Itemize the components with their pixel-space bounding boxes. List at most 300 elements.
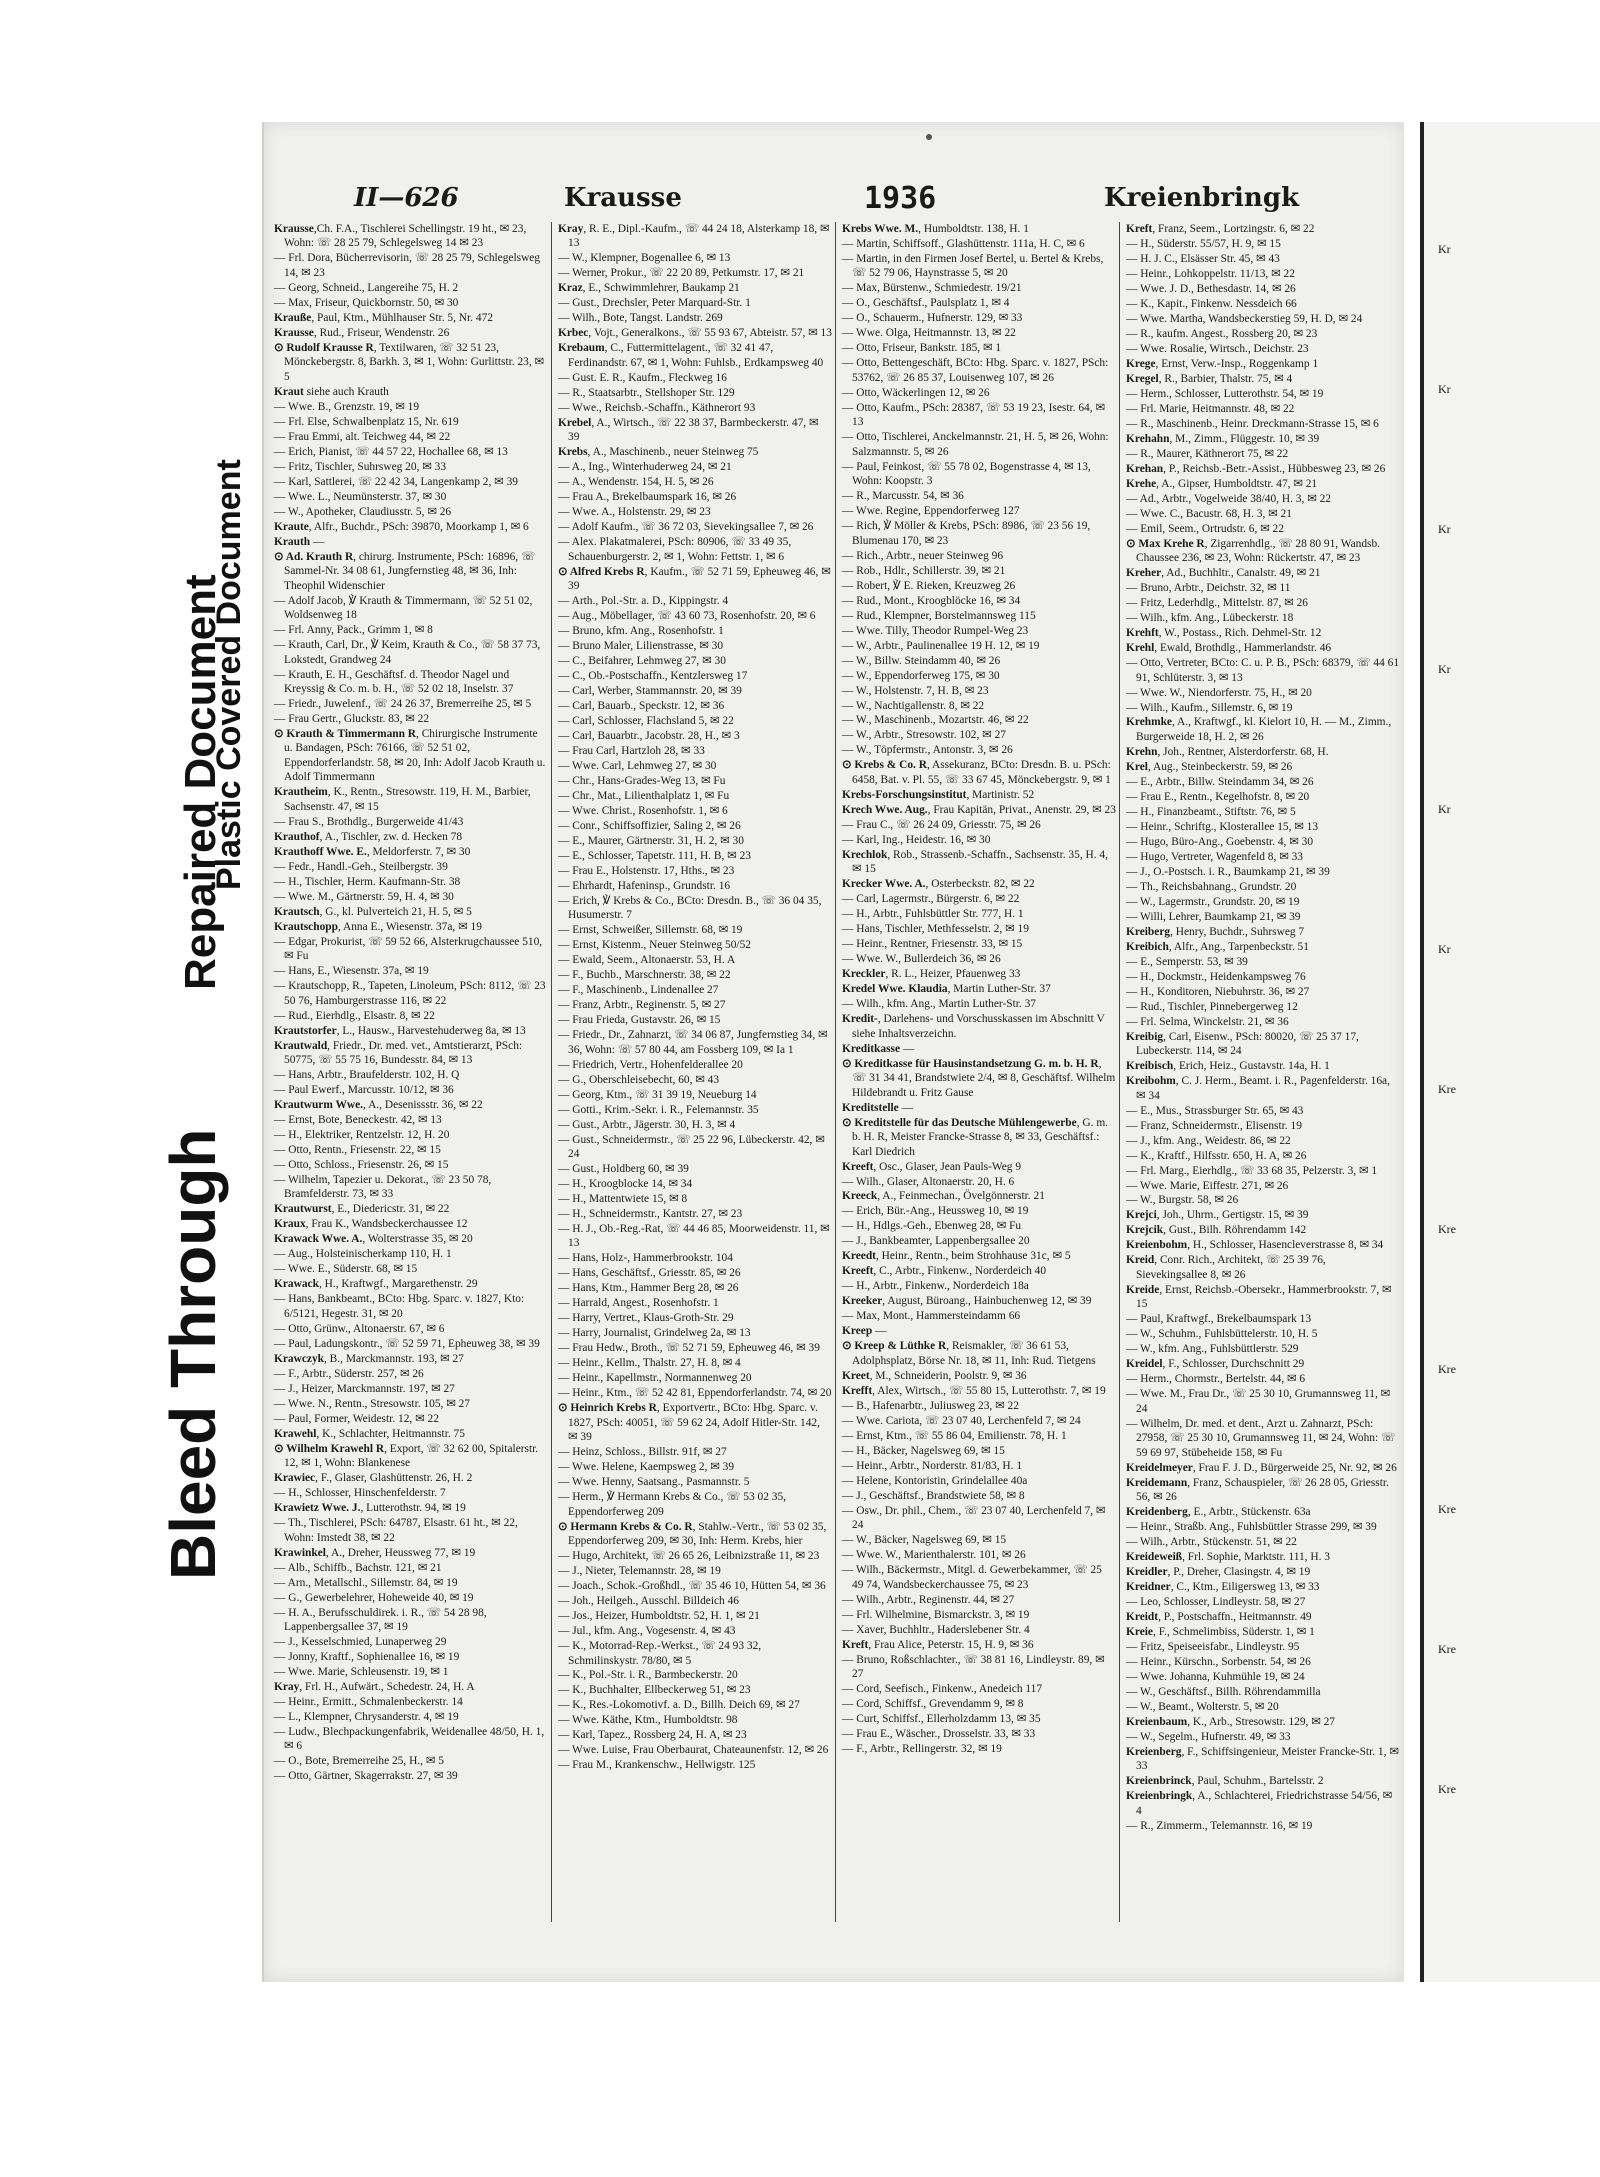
directory-entry: — Chr., Hans-Grades-Weg 13, ✉ Fu bbox=[558, 774, 726, 787]
directory-entry: — Otto, Vertreter, BCto: C. u. P. B., PSch: 68379, ☏ 44 61 91, Schlüterstr. 3, ✉ 13 bbox=[1126, 657, 1400, 684]
directory-entry: — Fritz, Lederhdlg., Mittelstr. 87, ✉ 26 bbox=[1126, 597, 1308, 610]
directory-entry: — Frl. Marg., Eierhdlg., ☏ 33 68 35, Pelzerstr. 3, ✉ 1 bbox=[1126, 1164, 1378, 1177]
directory-entry: Kreidenberg, E., Arbtr., Stückenstr. 63a bbox=[1126, 1506, 1311, 1519]
directory-entry: — Harry, Vertret., Klaus-Groth-Str. 29 bbox=[558, 1312, 734, 1325]
directory-entry: Krautheim, K., Rentn., Stresowstr. 119, H. M., Barbier, Sachsenstr. 47, ✉ 15 bbox=[274, 786, 531, 813]
directory-entry: — F., Maschinenb., Lindenallee 27 bbox=[558, 984, 719, 997]
directory-entry: — Heinr., Arbtr., Norderstr. 81/83, H. 1 bbox=[842, 1459, 1023, 1472]
directory-entry: — Krauth, E. H., Geschäftsf. d. Theodor Nagel und Kreyssig & Co. m. b. H., ☏ 52 02 18, Inselstr. 37 bbox=[274, 668, 514, 696]
directory-entry: Kreienberg, F., Schiffsingenieur, Meister Francke-Str. 1, ✉ 33 bbox=[1126, 1745, 1399, 1773]
directory-entry: Kraut siehe auch Krauth bbox=[274, 385, 389, 398]
directory-entry: Kray, R. E., Dipl.-Kaufm., ☏ 44 24 18, Alsterkamp 18, ✉ 13 bbox=[558, 223, 830, 250]
directory-entry: — Frl. Wilhelmine, Bismarckstr. 3, ✉ 19 bbox=[842, 1608, 1030, 1621]
directory-entry: Krebs Wwe. M., Humboldtstr. 138, H. 1 bbox=[842, 223, 1029, 235]
directory-entry: — Heinr., Kapellmstr., Normannenweg 20 bbox=[558, 1372, 752, 1385]
directory-entry: Krehahn, M., Zimm., Flüggestr. 10, ✉ 39 bbox=[1126, 432, 1320, 445]
directory-entry: Krausse,Ch. F.A., Tischlerei Schellingstr. 19 ht., ✉ 23, Wohn: ☏ 28 25 79, Schlegelsweg 14 ✉ 23 bbox=[274, 223, 527, 250]
directory-entry: — A., Ing., Winterhuderweg 24, ✉ 21 bbox=[558, 461, 732, 474]
directory-entry: — Ernst, Bote, Beneckestr. 42, ✉ 13 bbox=[274, 1114, 442, 1127]
directory-entry: Krauße, Paul, Ktm., Mühlhauser Str. 5, Nr. 472 bbox=[274, 311, 493, 324]
directory-entry: — Ludw., Blechpackungenfabrik, Weidenallee 48/50, H. 1, ✉ 6 bbox=[274, 1725, 545, 1753]
directory-entry: — W., Arbtr., Paulinenallee 19 H. 12, ✉ 19 bbox=[842, 639, 1040, 652]
directory-entry: — Rud., Eierhdlg., Elsastr. 8, ✉ 22 bbox=[274, 1009, 435, 1022]
directory-entry: — Wwe. Helene, Kaempsweg 2, ✉ 39 bbox=[558, 1461, 735, 1474]
directory-entry: — Friedr., Dr., Zahnarzt, ☏ 34 06 87, Jungfernstieg 34, ✉ 36, Wohn: ☏ 57 80 44, am Fossberg 109, ✉ Ia 1 bbox=[558, 1029, 828, 1056]
directory-entry: — Wilh., Bote, Tangst. Landstr. 269 bbox=[558, 312, 723, 325]
directory-entry: — Rich., Arbtr., neuer Steinweg 96 bbox=[842, 549, 1004, 562]
page-header bbox=[264, 177, 1404, 217]
directory-entry: Krebs-Forschungsinstitut, Martinistr. 52 bbox=[842, 788, 1035, 801]
directory-entry: — Otto, Schloss., Friesenstr. 26, ✉ 15 bbox=[274, 1159, 449, 1172]
directory-entry: Kreeker, August, Büroang., Hainbuchenweg 12, ✉ 39 bbox=[842, 1295, 1092, 1308]
directory-entry: Kreidler, P., Dreher, Clasingstr. 4, ✉ 19 bbox=[1126, 1566, 1311, 1579]
directory-entry: Kray, Frl. H., Aufwärt., Schedestr. 24, H. A bbox=[274, 1680, 475, 1693]
directory-entry: — Harrald, Angest., Rosenhofstr. 1 bbox=[558, 1297, 719, 1310]
directory-entry: Krauth — bbox=[274, 535, 325, 548]
directory-entry: — Wwe. Olga, Heitmannstr. 13, ✉ 22 bbox=[842, 327, 1016, 340]
directory-entry: — Adolf Jacob, ℣ Krauth & Timmermann, ☏ 52 51 02, Woldsenweg 18 bbox=[274, 594, 533, 622]
directory-entry: — Joach., Schok.-Großhdl., ☏ 35 46 10, Hütten 54, ✉ 36 bbox=[558, 1580, 826, 1593]
directory-entry: — Frau S., Brothdlg., Burgerweide 41/43 bbox=[274, 815, 464, 828]
directory-entry: — Wwe. B., Grenzstr. 19, ✉ 19 bbox=[274, 400, 420, 413]
directory-entry: — W., Maschinenb., Mozartstr. 46, ✉ 22 bbox=[842, 714, 1029, 727]
directory-entry: — Curt, Schiffsf., Ellerholzdamm 13, ✉ 35 bbox=[842, 1712, 1041, 1725]
directory-entry: Krautwurm Wwe., A., Desenissstr. 36, ✉ 22 bbox=[274, 1099, 483, 1112]
directory-entry: — Frl. Dora, Bücherrevisorin, ☏ 28 25 79, Schlegelsweg 14, ✉ 23 bbox=[274, 252, 541, 279]
directory-entry: ⊙ Kreep & Lüthke R, Reismakler, ☏ 36 61 53, Adolphsplatz, Börse Nr. 18, ✉ 11, Inh: Rud. Tietgens bbox=[842, 1340, 1096, 1367]
directory-entry: ⊙ Kreditstelle für das Deutsche Mühlengewerbe, G. m. b. H. R, Meister Francke-Strasse 8, ✉ 33, Geschäftsf.: Karl Diedrich bbox=[842, 1116, 1109, 1158]
directory-entry: — H. J., Ob.-Reg.-Rat, ☏ 44 46 85, Moorweidenstr. 11, ✉ 13 bbox=[558, 1222, 830, 1250]
directory-entry: — W., Geschäftsf., Billh. Röhrendammilla bbox=[1126, 1685, 1321, 1698]
directory-entry: — Krauth, Carl, Dr., ℣ Keim, Krauth & Co., ☏ 58 37 73, Lokstedt, Grandweg 24 bbox=[274, 639, 541, 666]
directory-entry: — W., Eppendorferweg 175, ✉ 30 bbox=[842, 669, 1000, 682]
directory-entry: — Hans, Arbtr., Braufelderstr. 102, H. Q bbox=[274, 1069, 460, 1082]
directory-entry: — E., Schlosser, Tapetstr. 111, H. B, ✉ 23 bbox=[558, 849, 751, 862]
directory-entry: — Martin, Schiffsoff., Glashüttenstr. 111a, H. C, ✉ 6 bbox=[842, 237, 1085, 250]
directory-entry: — Wwe. Regine, Eppendorferweg 127 bbox=[842, 505, 1020, 518]
directory-entry: — Wwe. Cariota, ☏ 23 07 40, Lerchenfeld 7, ✉ 24 bbox=[842, 1414, 1081, 1427]
directory-entry: — J., Kesselschmied, Lunaperweg 29 bbox=[274, 1636, 447, 1649]
directory-entry: — Paul, Feinkost, ☏ 55 78 02, Bogenstrasse 4, ✉ 13, Wohn: Koopstr. 3 bbox=[842, 460, 1091, 488]
directory-entry: Kreidt, P., Postschaffn., Heitmannstr. 49 bbox=[1126, 1611, 1312, 1624]
directory-entry: — Wwe. Carl, Lehmweg 27, ✉ 30 bbox=[558, 759, 717, 772]
directory-entry: — Gust., Schneidermstr., ☏ 25 22 96, Lübeckerstr. 42, ✉ 24 bbox=[558, 1133, 825, 1161]
directory-entry: — Wwe. C., Bacustr. 68, H. 3, ✉ 21 bbox=[1126, 507, 1292, 520]
directory-entry: — Wwe. J. D., Bethesdastr. 14, ✉ 26 bbox=[1126, 282, 1296, 295]
stamp-plastic-covered: Plastic Covered Document bbox=[210, 459, 248, 890]
directory-entry: — Wilhelm, Tapezier u. Dekorat., ☏ 23 50 78, Bramfelderstr. 73, ✉ 33 bbox=[274, 1174, 492, 1201]
directory-entry: — J., kfm. Ang., Weidestr. 86, ✉ 22 bbox=[1126, 1134, 1291, 1147]
directory-entry: — E., Semperstr. 53, ✉ 39 bbox=[1126, 955, 1248, 968]
directory-entry: — Paul, Kraftwgf., Brekelbaumspark 13 bbox=[1126, 1313, 1312, 1326]
directory-entry: — H., Süderstr. 55/57, H. 9, ✉ 15 bbox=[1126, 237, 1281, 250]
directory-entry: Kreiberg, Henry, Buchdr., Suhrsweg 7 bbox=[1126, 925, 1305, 938]
directory-entry: — Wwe. Martha, Wandsbeckerstieg 59, H. D, ✉ 24 bbox=[1126, 312, 1363, 325]
column-rule bbox=[1119, 222, 1120, 1922]
directory-entry: — Ernst, Schweißer, Sillemstr. 68, ✉ 19 bbox=[558, 924, 743, 937]
directory-entry: — Jonny, Kraftf., Sophienallee 16, ✉ 19 bbox=[274, 1651, 460, 1663]
directory-entry: — Frl. Else, Schwalbenplatz 15, Nr. 619 bbox=[274, 415, 459, 428]
directory-entry: Kreckler, R. L., Heizer, Pfauenweg 33 bbox=[842, 968, 1021, 981]
directory-entry: — Heinr., Lohkoppelstr. 11/13, ✉ 22 bbox=[1126, 267, 1295, 280]
directory-entry: — Carl, Werber, Stammannstr. 20, ✉ 39 bbox=[558, 685, 742, 698]
directory-entry: Kreid, Conr. Rich., Architekt, ☏ 25 39 76, Sievekingsallee 8, ✉ 26 bbox=[1126, 1254, 1326, 1281]
directory-entry: — Aug., Möbellager, ☏ 43 60 73, Rosenhofstr. 20, ✉ 6 bbox=[558, 610, 816, 623]
directory-entry: — Wilh., Bäckermstr., Mitgl. d. Gewerbekammer, ☏ 25 49 74, Wandsbeckerchaussee 75, ✉ 23 bbox=[842, 1564, 1102, 1591]
directory-entry: — R., Zimmerm., Telemannstr. 16, ✉ 19 bbox=[1126, 1819, 1313, 1832]
column-1 bbox=[270, 222, 548, 1942]
directory-entry: — Frl. Marie, Heitmannstr. 48, ✉ 22 bbox=[1126, 402, 1295, 415]
directory-entry: — Hans, Tischler, Methfesselstr. 2, ✉ 19 bbox=[842, 923, 1029, 936]
column-rule bbox=[835, 222, 836, 1922]
directory-entry: — Ad., Arbtr., Vogelweide 38/40, H. 3, ✉ 22 bbox=[1126, 492, 1331, 505]
directory-entry: Kreide, Ernst, Reichsb.-Obersekr., Hammerbrookstr. 7, ✉ 15 bbox=[1126, 1283, 1392, 1311]
directory-entry: Kreher, Ad., Buchhltr., Canalstr. 49, ✉ 21 bbox=[1126, 567, 1321, 580]
directory-entry: — Herm., Chormstr., Bertelstr. 44, ✉ 6 bbox=[1126, 1373, 1306, 1386]
directory-entry: — H., Elektriker, Rentzelstr. 12, H. 20 bbox=[274, 1129, 450, 1142]
directory-entry: — K., Kraftf., Hilfsstr. 650, H. A, ✉ 26 bbox=[1126, 1149, 1307, 1162]
directory-entry: — Herm., Schlosser, Lutterothstr. 54, ✉ 19 bbox=[1126, 387, 1324, 400]
directory-entry: — G., Oberschleisebecht, 60, ✉ 43 bbox=[558, 1073, 720, 1086]
directory-entry: Kreidner, C., Ktm., Eiligersweg 13, ✉ 33 bbox=[1126, 1581, 1320, 1594]
directory-entry: — Alex. Plakatmalerei, PSch: 80906, ☏ 33 49 35, Schauenburgerstr. 2, ✉ 1, Wohn: Fettstr. 1, ✉ 6 bbox=[558, 536, 792, 563]
directory-entry: — Erich, Pianist, ☏ 44 57 22, Hochallee 68, ✉ 13 bbox=[274, 445, 508, 458]
directory-entry: — Bruno, Roßschlachter., ☏ 38 81 16, Lindleystr. 89, ✉ 27 bbox=[842, 1653, 1105, 1680]
directory-entry: Krawietz Wwe. J., Lutterothstr. 94, ✉ 19 bbox=[274, 1502, 466, 1515]
directory-entry: Krehmke, A., Kraftwgf., kl. Kielort 10, H. — M., Zimm., Burgerweide 18, H. 2, ✉ 26 bbox=[1126, 716, 1392, 743]
directory-entry: Kreeck, A., Feinmechan., Övelgönnerstr. 21 bbox=[842, 1190, 1045, 1203]
directory-entry: ⊙ Kreditkasse für Hausinstandsetzung G. m. b. H. R, ☏ 31 34 41, Brandstwiete 2/4, ✉ 8, Geschäftsf. Wilhelm Hildebrandt u. Fritz Gause bbox=[842, 1057, 1116, 1099]
column-4 bbox=[1122, 222, 1400, 1942]
directory-entry: — Carl, Bauarb., Speckstr. 12, ✉ 36 bbox=[558, 700, 725, 712]
directory-entry: — Otto, Bettengeschäft, BCto: Hbg. Sparc. v. 1827, PSch: 53762, ☏ 26 85 37, Louisenweg 107, ✉ 26 bbox=[842, 357, 1109, 384]
directory-entry: — W., Segelm., Hufnerstr. 49, ✉ 33 bbox=[1126, 1730, 1291, 1743]
directory-entry: — Wwe. Marie, Schleusenstr. 19, ✉ 1 bbox=[274, 1665, 449, 1678]
directory-entry: — Wilh., Glaser, Altonaerstr. 20, H. 6 bbox=[842, 1175, 1015, 1188]
directory-entry: Kreienbrinck, Paul, Schuhm., Bartelsstr. 2 bbox=[1126, 1775, 1324, 1788]
directory-entry: — H., Tischler, Herm. Kaufmann-Str. 38 bbox=[274, 875, 461, 888]
directory-entry: — Wwe. N., Rentn., Stresowstr. 105, ✉ 27 bbox=[274, 1397, 471, 1410]
directory-entry: — Conr., Schiffsoffizier, Saling 2, ✉ 26 bbox=[558, 819, 741, 832]
directory-entry: — Hans, Geschäftsf., Griesstr. 85, ✉ 26 bbox=[558, 1267, 741, 1280]
next-page-edge bbox=[1420, 122, 1600, 1982]
directory-entry: — Paul, Ladungskontr., ☏ 52 59 71, Epheuweg 38, ✉ 39 bbox=[274, 1337, 540, 1350]
directory-entry: — Gust., Drechsler, Peter Marquard-Str. 1 bbox=[558, 297, 751, 310]
directory-entry: — Fritz, Speiseeisfabr., Lindleystr. 95 bbox=[1126, 1641, 1300, 1654]
directory-entry: — Wilh., kfm. Ang., Lübeckerstr. 18 bbox=[1126, 612, 1294, 625]
directory-entry: Kreibisch, Erich, Heiz., Gustavstr. 14a, H. 1 bbox=[1126, 1060, 1330, 1073]
edge-fragment: Kre bbox=[1438, 1782, 1456, 1796]
directory-entry: — J., Bankbeamter, Lappenbergsallee 20 bbox=[842, 1235, 1030, 1248]
directory-entry: Kreditkasse — bbox=[842, 1042, 915, 1055]
directory-entry: — J., Nieter, Telemannstr. 28, ✉ 19 bbox=[558, 1565, 721, 1578]
directory-entry: Krejcik, Gust., Bilh. Röhrendamm 142 bbox=[1126, 1224, 1307, 1237]
directory-entry: — Ernst, Kistenm., Neuer Steinweg 50/52 bbox=[558, 939, 751, 952]
directory-entry: — Rud., Tischler, Pinnebergerweg 12 bbox=[1126, 1000, 1298, 1013]
directory-entry: ⊙ Rudolf Krausse R, Textilwaren, ☏ 32 51 23, Mönckebergstr. 8, Barkh. 3, ✉ 1, Wohn: Gurlittstr. 23, ✉ 5 bbox=[274, 341, 545, 383]
directory-entry: — Emil, Seem., Ortrudstr. 6, ✉ 22 bbox=[1126, 522, 1284, 535]
directory-entry: — Paul Ewerf., Marcusstr. 10/12, ✉ 36 bbox=[274, 1084, 454, 1097]
directory-entry: — Hugo, Büro-Ang., Goebenstr. 4, ✉ 30 bbox=[1126, 835, 1314, 848]
directory-entry: Kreeft, Osc., Glaser, Jean Pauls-Weg 9 bbox=[842, 1160, 1022, 1173]
directory-entry: — Heinr., Kürschn., Sorbenstr. 54, ✉ 26 bbox=[1126, 1656, 1311, 1668]
directory-entry: Krel, Aug., Steinbeckerstr. 59, ✉ 26 bbox=[1126, 760, 1293, 773]
directory-entry: — Wwe. Johanna, Kuhmühle 19, ✉ 24 bbox=[1126, 1670, 1305, 1683]
directory-entry: — Paul, Former, Weidestr. 12, ✉ 22 bbox=[274, 1412, 439, 1425]
directory-entry: — L., Klempner, Chrysanderstr. 4, ✉ 19 bbox=[274, 1710, 459, 1723]
directory-entry: — Fritz, Tischler, Suhrsweg 20, ✉ 33 bbox=[274, 460, 447, 473]
directory-entry: — O., Geschäftsf., Paulsplatz 1, ✉ 4 bbox=[842, 297, 1010, 310]
directory-entry: — Karl, Tapez., Rossberg 24, H. A, ✉ 23 bbox=[558, 1729, 747, 1742]
directory-entry: — R., kaufm. Angest., Rossberg 20, ✉ 23 bbox=[1126, 327, 1318, 340]
directory-entry: Kreft, Franz, Seem., Lortzingstr. 6, ✉ 22 bbox=[1126, 223, 1315, 235]
directory-entry: — H., Hdlgs.-Geh., Ebenweg 28, ✉ Fu bbox=[842, 1220, 1022, 1233]
directory-entry: — Heinr., Ktm., ☏ 52 42 81, Eppendorferlandstr. 74, ✉ 20 bbox=[558, 1387, 832, 1400]
directory-entry: — H., Konditoren, Niebuhrstr. 36, ✉ 27 bbox=[1126, 985, 1310, 998]
directory-entry: — H., Schlosser, Hinschenfelderstr. 7 bbox=[274, 1487, 446, 1500]
directory-entry: Krejci, Joh., Uhrm., Gertigstr. 15, ✉ 39 bbox=[1126, 1209, 1309, 1222]
directory-entry: Krehl, Ewald, Brothdlg., Hammerlandstr. 46 bbox=[1126, 642, 1332, 655]
directory-entry: ⊙ Alfred Krebs R, Kaufm., ☏ 52 71 59, Epheuweg 46, ✉ 39 bbox=[558, 565, 831, 593]
directory-entry: — F., Buchb., Marschnerstr. 38, ✉ 22 bbox=[558, 969, 731, 982]
directory-entry: — A., Wendenstr. 154, H. 5, ✉ 26 bbox=[558, 476, 714, 489]
directory-entry: Krebel, A., Wirtsch., ☏ 22 38 37, Barmbeckerstr. 47, ✉ 39 bbox=[558, 416, 819, 444]
directory-entry: — H., Arbtr., Finkenw., Norderdeich 18a bbox=[842, 1280, 1029, 1293]
directory-entry: — Wwe. W., Marienthalerstr. 101, ✉ 26 bbox=[842, 1549, 1026, 1562]
directory-entry: — W., Töpfermstr., Antonstr. 3, ✉ 26 bbox=[842, 744, 1013, 757]
column-rule bbox=[551, 222, 552, 1922]
directory-entry: — Wilh., Arbtr., Stückenstr. 51, ✉ 22 bbox=[1126, 1536, 1297, 1549]
directory-entry: — C., Ob.-Postschaffn., Kentzlersweg 17 bbox=[558, 670, 748, 683]
directory-entry: — Gotti., Krim.-Sekr. i. R., Felemannstr. 35 bbox=[558, 1103, 759, 1116]
directory-entry: Krawack Wwe. A., Wolterstrasse 35, ✉ 20 bbox=[274, 1233, 473, 1246]
directory-entry: — Bruno, kfm. Ang., Rosenhofstr. 1 bbox=[558, 625, 724, 638]
directory-entry: — Chr., Mat., Lilienthalplatz 1, ✉ Fu bbox=[558, 789, 730, 802]
directory-entry: — Adolf Kaufm., ☏ 36 72 03, Sievekingsallee 7, ✉ 26 bbox=[558, 521, 814, 534]
directory-entry: — Helene, Kontoristin, Grindelallee 40a bbox=[842, 1474, 1028, 1487]
directory-entry: — J., Heizer, Marckmannstr. 197, ✉ 27 bbox=[274, 1382, 455, 1395]
directory-entry: — Herm., ℣ Hermann Krebs & Co., ☏ 53 02 35, Eppendorferweg 209 bbox=[558, 1491, 786, 1518]
directory-entry: — Cord, Schiffsf., Grevendamm 9, ✉ 8 bbox=[842, 1697, 1024, 1710]
directory-entry: — Otto, Gärtner, Skagerrakstr. 27, ✉ 39 bbox=[274, 1770, 458, 1783]
directory-entry: — Frau Gertr., Gluckstr. 83, ✉ 22 bbox=[274, 712, 430, 725]
directory-entry: — Th., Reichsbahnang., Grundstr. 20 bbox=[1126, 880, 1297, 893]
directory-entry: — Heinz, Schloss., Billstr. 91f, ✉ 27 bbox=[558, 1446, 727, 1459]
directory-entry: — Erich, Bür.-Ang., Heussweg 10, ✉ 19 bbox=[842, 1205, 1029, 1218]
header-first-word: Krausse bbox=[564, 183, 682, 213]
directory-entry: — Jul., kfm. Ang., Vogesenstr. 4, ✉ 43 bbox=[558, 1625, 736, 1638]
directory-entry: — Frau Hedw., Broth., ☏ 52 71 59, Epheuweg 46, ✉ 39 bbox=[558, 1342, 820, 1355]
directory-entry: — Jos., Heizer, Humboldtstr. 52, H. 1, ✉ 21 bbox=[558, 1610, 760, 1623]
directory-entry: — Harry, Journalist, Grindelweg 2a, ✉ 13 bbox=[558, 1327, 751, 1340]
edge-fragment: Kr bbox=[1438, 382, 1451, 396]
directory-entry: — Wwe. W., Niendorferstr. 75, H., ✉ 20 bbox=[1126, 686, 1312, 699]
directory-entry: ⊙ Max Krehe R, Zigarrenhdlg., ☏ 28 80 91, Wandsb. Chaussee 236, ✉ 23, Wohn: Rückertstr. 47, ✉ 23 bbox=[1126, 537, 1381, 565]
directory-entry: — C., Beifahrer, Lehmweg 27, ✉ 30 bbox=[558, 655, 726, 668]
directory-entry: — O., Schauerm., Hufnerstr. 129, ✉ 33 bbox=[842, 312, 1023, 325]
directory-entry: — Wilh., Arbtr., Reginenstr. 44, ✉ 27 bbox=[842, 1593, 1015, 1606]
edge-fragment: Kr bbox=[1438, 662, 1451, 676]
directory-entry: — Wilh., kfm. Ang., Martin Luther-Str. 37 bbox=[842, 998, 1036, 1011]
directory-entry: — E., Maurer, Gärtnerstr. 31, H. 2, ✉ 30 bbox=[558, 834, 744, 847]
directory-entry: — W., Schuhm., Fuhlsbüttelerstr. 10, H. 5 bbox=[1126, 1328, 1318, 1341]
directory-entry: Krautsch, G., kl. Pulverteich 21, H. 5, ✉ 5 bbox=[274, 905, 472, 918]
directory-entry: — Frau M., Krankenschw., Hellwigstr. 125 bbox=[558, 1759, 756, 1772]
directory-entry: Kreienbringk, A., Schlachterei, Friedrichstrasse 54/56, ✉ 4 bbox=[1126, 1790, 1393, 1817]
directory-entry: — Otto, Wäckerlingen 12, ✉ 26 bbox=[842, 386, 990, 399]
directory-entry: — Arth., Pol.-Str. a. D., Kippingstr. 4 bbox=[558, 595, 729, 608]
directory-entry: — H., Mattentwiete 15, ✉ 8 bbox=[558, 1192, 688, 1205]
directory-entry: Krausse, Rud., Friseur, Wendenstr. 26 bbox=[274, 326, 450, 339]
directory-entry: Krawiec, F., Glaser, Glashüttenstr. 26, H. 2 bbox=[274, 1472, 473, 1485]
directory-entry: — Georg, Ktm., ☏ 31 39 19, Neueburg 14 bbox=[558, 1088, 757, 1101]
directory-entry: — W., Burgstr. 58, ✉ 26 bbox=[1126, 1194, 1239, 1207]
directory-entry: — Heinr., Kellm., Thalstr. 27, H. 8, ✉ 4 bbox=[558, 1357, 741, 1370]
directory-entry: — Wwe. Henny, Saatsang., Pasmannstr. 5 bbox=[558, 1476, 750, 1489]
edge-fragment: Kre bbox=[1438, 1642, 1456, 1656]
stamp-repaired-document: Repaired Document bbox=[176, 574, 225, 990]
directory-entry: — Xaver, Buchhltr., Haderslebener Str. 4 bbox=[842, 1623, 1030, 1636]
directory-entry: — K., Kapit., Finkenw. Nessdeich 66 bbox=[1126, 297, 1297, 310]
directory-page bbox=[262, 122, 1404, 1982]
directory-entry: Kraute, Alfr., Buchdr., PSch: 39870, Moorkamp 1, ✉ 6 bbox=[274, 520, 529, 533]
directory-entry: Krautschopp, Anna E., Wiesenstr. 37a, ✉ 19 bbox=[274, 920, 482, 933]
directory-entry: — K., Pol.-Str. i. R., Barmbeckerstr. 20 bbox=[558, 1669, 738, 1682]
directory-entry: — Wwe., Reichsb.-Schaffn., Käthnerort 93 bbox=[558, 401, 756, 414]
directory-entry: — Leo, Schlosser, Lindleystr. 58, ✉ 27 bbox=[1126, 1596, 1306, 1609]
directory-entry: — Wwe. Rosalie, Wirtsch., Deichstr. 23 bbox=[1126, 342, 1309, 355]
directory-entry: Krbec, Vojt., Generalkons., ☏ 55 93 67, Abteistr. 57, ✉ 13 bbox=[558, 327, 832, 340]
directory-entry: — Robert, ℣ E. Rieken, Kreuzweg 26 bbox=[842, 579, 1016, 592]
directory-entry: — K., Res.-Lokomotivf. a. D., Billh. Deich 69, ✉ 27 bbox=[558, 1699, 800, 1712]
directory-entry: — Wwe. Marie, Eiffestr. 271, ✉ 26 bbox=[1126, 1179, 1289, 1192]
directory-entry: Kreienbaum, K., Arb., Stresowstr. 129, ✉ 27 bbox=[1126, 1715, 1336, 1728]
directory-entry: — Rud., Mont., Kroogblöcke 16, ✉ 34 bbox=[842, 594, 1021, 607]
directory-entry: — Karl, Sattlerei, ☏ 22 42 34, Langenkamp 2, ✉ 39 bbox=[274, 475, 518, 488]
directory-entry: — Heinr., Schriftg., Klosterallee 15, ✉ 13 bbox=[1126, 820, 1319, 833]
directory-entry: — R., Maurer, Käthnerort 75, ✉ 22 bbox=[1126, 447, 1289, 460]
directory-entry: — R., Marcusstr. 54, ✉ 36 bbox=[842, 490, 964, 503]
directory-entry: — Frau Emmi, alt. Teichweg 44, ✉ 22 bbox=[274, 430, 451, 443]
directory-entry: — Wwe. Käthe, Ktm., Humboldtstr. 98 bbox=[558, 1714, 738, 1727]
directory-entry: — Fedr., Handl.-Geh., Steilbergstr. 39 bbox=[274, 860, 448, 873]
directory-entry: — K., Motorrad-Rep.-Werkst., ☏ 24 93 32, Schmilinskystr. 78/80, ✉ 5 bbox=[558, 1640, 762, 1667]
stamp-bleed-through: Bleed Through bbox=[157, 1128, 229, 1580]
directory-entry: — J., Geschäftsf., Brandstwiete 58, ✉ 8 bbox=[842, 1489, 1025, 1502]
edge-fragment: Kre bbox=[1438, 1362, 1456, 1376]
directory-entry: Krawack, H., Kraftwgf., Margarethenstr. 29 bbox=[274, 1278, 478, 1291]
directory-entry: Kreideweiß, Frl. Sophie, Marktstr. 111, H. 3 bbox=[1126, 1551, 1330, 1564]
directory-entry: — Wwe. Christ., Rosenhofstr. 1, ✉ 6 bbox=[558, 804, 728, 817]
column-3 bbox=[838, 222, 1116, 1942]
directory-entry: — Carl, Schlosser, Flachsland 5, ✉ 22 bbox=[558, 714, 734, 727]
directory-entry: — Werner, Prokur., ☏ 22 20 89, Petkumstr. 17, ✉ 21 bbox=[558, 267, 805, 280]
directory-entry: — Franz, Arbtr., Reginenstr. 5, ✉ 27 bbox=[558, 999, 726, 1012]
directory-entry: — Hans, Bankbeamt., BCto: Hbg. Sparc. v. 1827, Kto: 6/5121, Hegestr. 31, ✉ 20 bbox=[274, 1293, 525, 1320]
directory-entry: — E., Arbtr., Billw. Steindamm 34, ✉ 26 bbox=[1126, 775, 1314, 788]
directory-entry: — B., Hafenarbtr., Juliusweg 23, ✉ 22 bbox=[842, 1399, 1019, 1412]
directory-entry: Kreet, M., Schneiderin, Poolstr. 9, ✉ 36 bbox=[842, 1369, 1027, 1382]
plastic-covered-stamp bbox=[190, 430, 260, 900]
directory-entry: — K., Buchhalter, Ellbeckerweg 51, ✉ 23 bbox=[558, 1684, 751, 1697]
directory-entry: — Gust., Holdberg 60, ✉ 39 bbox=[558, 1163, 689, 1176]
directory-entry: — H. A., Berufsschuldirek. i. R., ☏ 54 28 98, Lappenbergsallee 37, ✉ 19 bbox=[274, 1606, 487, 1634]
edge-fragment: Kr bbox=[1438, 242, 1451, 256]
directory-entry: — Arn., Metallschl., Sillemstr. 84, ✉ 19 bbox=[274, 1576, 458, 1589]
directory-entry: Kreft, Frau Alice, Peterstr. 15, H. 9, ✉ 36 bbox=[842, 1638, 1034, 1651]
directory-entry: — Franz, Schneidermstr., Elisenstr. 19 bbox=[1126, 1119, 1302, 1132]
directory-entry: — O., Bote, Bremerreihe 25, H., ✉ 5 bbox=[274, 1755, 444, 1768]
column-2 bbox=[554, 222, 832, 1942]
directory-entry: — F., Arbtr., Süderstr. 257, ✉ 26 bbox=[274, 1367, 424, 1380]
directory-entry: — G., Gewerbelehrer, Hoheweide 40, ✉ 19 bbox=[274, 1591, 474, 1604]
edge-fragment: Kr bbox=[1438, 942, 1451, 956]
directory-entry: — H., Arbtr., Fuhlsbüttler Str. 777, H. 1 bbox=[842, 908, 1024, 921]
directory-entry: — Wwe. L., Neumünsterstr. 37, ✉ 30 bbox=[274, 490, 447, 503]
directory-entry: — Max, Mont., Hammersteindamm 66 bbox=[842, 1310, 1021, 1323]
directory-entry: Kreedt, Heinr., Rentn., beim Strohhause 31c, ✉ 5 bbox=[842, 1250, 1071, 1263]
edge-fragment: Kre bbox=[1438, 1222, 1456, 1236]
directory-entry: Kreienbohm, H., Schlosser, Hasencleverstrasse 8, ✉ 34 bbox=[1126, 1239, 1384, 1252]
directory-entry: — W., Arbtr., Stresowstr. 102, ✉ 27 bbox=[842, 729, 1006, 742]
directory-entry: — Heinr., Rentner, Friesenstr. 33, ✉ 15 bbox=[842, 938, 1023, 951]
directory-entry: Krehft, W., Postass., Rich. Dehmel-Str. 12 bbox=[1126, 627, 1322, 640]
directory-entry: — Karl, Ing., Heidestr. 16, ✉ 30 bbox=[842, 833, 991, 846]
directory-entry: — Gust., Arbtr., Jägerstr. 30, H. 3, ✉ 4 bbox=[558, 1118, 736, 1131]
directory-entry: Kregel, R., Barbier, Thalstr. 75, ✉ 4 bbox=[1126, 372, 1293, 385]
directory-entry: Krautwurst, E., Diedericstr. 31, ✉ 22 bbox=[274, 1203, 450, 1216]
directory-entry: Kreditstelle — bbox=[842, 1101, 913, 1114]
directory-entry: Kredel Wwe. Klaudia, Martin Luther-Str. 37 bbox=[842, 983, 1051, 996]
directory-entry: — Aug., Holsteinischerkamp 110, H. 1 bbox=[274, 1248, 452, 1261]
directory-entry: — Hans, E., Wiesenstr. 37a, ✉ 19 bbox=[274, 965, 429, 978]
directory-entry: — Friedr., Juwelenf., ☏ 24 26 37, Bremerreihe 25, ✉ 5 bbox=[274, 698, 532, 710]
directory-entry: — J., O.-Postsch. i. R., Baumkamp 21, ✉ 39 bbox=[1126, 865, 1330, 878]
directory-entry: Krefft, Alex, Wirtsch., ☏ 55 80 15, Lutterothstr. 7, ✉ 19 bbox=[842, 1384, 1106, 1397]
directory-entry: — H., Kroogblocke 14, ✉ 34 bbox=[558, 1178, 693, 1190]
directory-entry: Krech Wwe. Aug., Frau Kapitän, Privat., Anenstr. 29, ✉ 23 bbox=[842, 803, 1116, 816]
directory-entry: Krege, Ernst, Verw.-Insp., Roggenkamp 1 bbox=[1126, 357, 1319, 370]
directory-entry: ⊙ Krauth & Timmermann R, Chirurgische Instrumente u. Bandagen, PSch: 76166, ☏ 52 51 02, Eppendorferlandstr. 58, ✉ 20, Inh: Adolf Jacob Krauth u. Adolf Timmermann bbox=[274, 727, 546, 784]
directory-entry: — Wwe. W., Bullerdeich 36, ✉ 26 bbox=[842, 953, 1001, 966]
directory-entry: Kraux, Frau K., Wandsbeckerchaussee 12 bbox=[274, 1218, 468, 1231]
directory-entry: Krebs, A., Maschinenb., neuer Steinweg 75 bbox=[558, 446, 759, 459]
directory-entry: — H. J. C., Elsässer Str. 45, ✉ 43 bbox=[1126, 252, 1280, 265]
directory-entry: Kreeft, C., Arbtr., Finkenw., Norderdeich 40 bbox=[842, 1265, 1047, 1278]
edge-fragment: Kr bbox=[1438, 802, 1451, 816]
directory-entry: Kreie, F., Schmelimbiss, Süderstr. 1, ✉ 1 bbox=[1126, 1626, 1315, 1639]
directory-entry: — Hans, Ktm., Hammer Berg 28, ✉ 26 bbox=[558, 1282, 739, 1295]
binding-dot bbox=[926, 134, 932, 140]
directory-entry: — W., kfm. Ang., Fuhlsbüttlerstr. 529 bbox=[1126, 1343, 1299, 1356]
directory-entry: — Wilh., Kaufm., Sillemstr. 6, ✉ 19 bbox=[1126, 701, 1293, 714]
directory-entry: — Max, Friseur, Quickbornstr. 50, ✉ 30 bbox=[274, 296, 459, 309]
directory-entry: — Joh., Heilgeh., Ausschl. Billdeich 46 bbox=[558, 1595, 739, 1608]
directory-entry: — Th., Tischlerei, PSch: 64787, Elsastr. 61 ht., ✉ 22, Wohn: Imstedt 38, ✉ 22 bbox=[274, 1517, 518, 1544]
directory-entry: ⊙ Hermann Krebs & Co. R, Stahlw.-Vertr., ☏ 53 02 35, Eppendorferweg 209, ✉ 30, Inh: Herm. Krebs, hier bbox=[558, 1520, 827, 1548]
directory-entry: — R., Maschinenb., Heinr. Dreckmann-Strasse 15, ✉ 6 bbox=[1126, 417, 1379, 430]
directory-entry: Kreibig, Carl, Eisenw., PSch: 80020, ☏ 25 37 17, Lubeckerstr. 114, ✉ 24 bbox=[1126, 1030, 1359, 1058]
directory-entry: — Martin, in den Firmen Josef Bertel, u. Bertel & Krebs, ☏ 52 79 06, Haynstrasse 5, ✉ 20 bbox=[842, 252, 1104, 280]
directory-entry: Krecker Wwe. A., Osterbeckstr. 82, ✉ 22 bbox=[842, 878, 1035, 891]
directory-entry: — W., Lagermstr., Grundstr. 20, ✉ 19 bbox=[1126, 895, 1300, 908]
edge-fragment: Kre bbox=[1438, 1082, 1456, 1096]
directory-entry: Kreidemann, Franz, Schauspieler, ☏ 26 28 05, Griesstr. 56, ✉ 26 bbox=[1126, 1476, 1389, 1504]
directory-entry: — W., Nachtigallenstr. 8, ✉ 22 bbox=[842, 699, 985, 712]
directory-entry: — Wwe. M., Gärtnerstr. 59, H. 4, ✉ 30 bbox=[274, 890, 454, 903]
directory-entry: — F., Arbtr., Rellingerstr. 32, ✉ 19 bbox=[842, 1742, 1002, 1755]
directory-entry: Krawehl, K., Schlachter, Heitmannstr. 75 bbox=[274, 1427, 465, 1440]
